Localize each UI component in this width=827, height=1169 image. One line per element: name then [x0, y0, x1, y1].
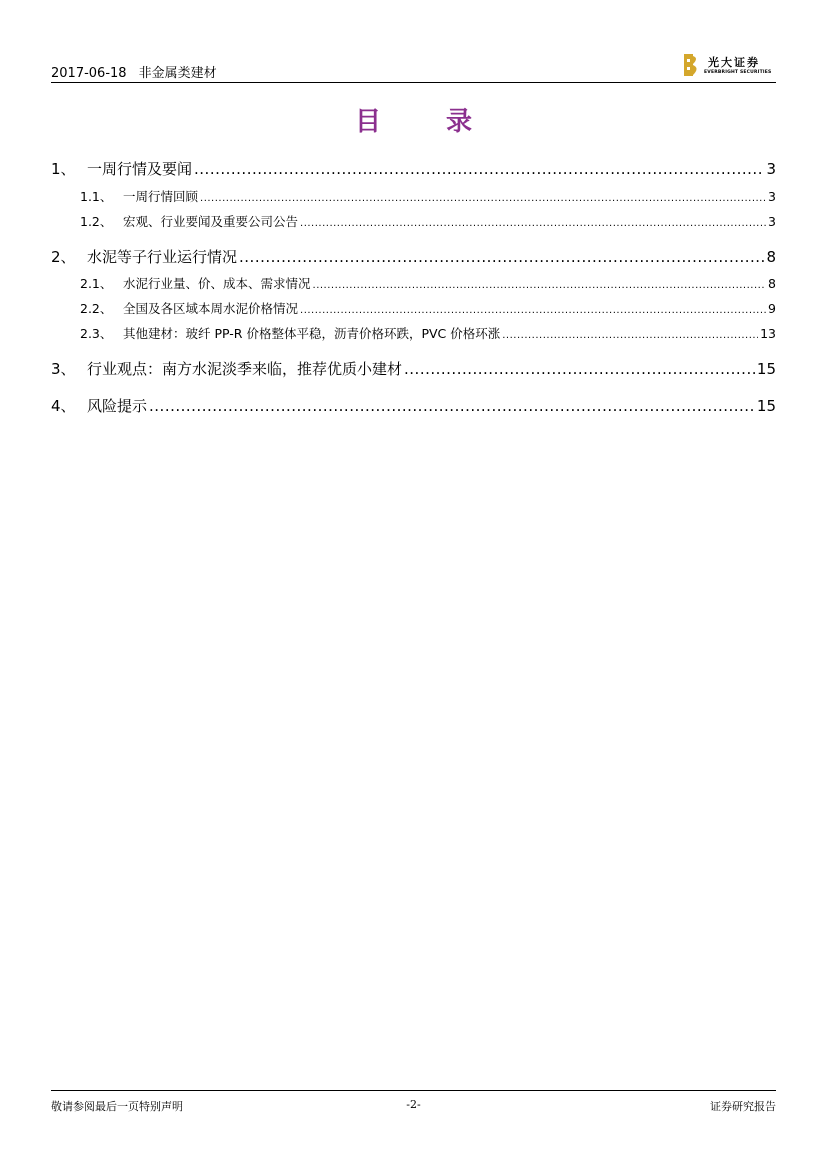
toc-leader-dots	[300, 214, 766, 229]
toc-leader-dots	[404, 360, 755, 378]
toc-entry-number: 1、	[51, 160, 76, 178]
toc-entry-number: 2.3、	[80, 326, 113, 341]
toc-entry-number: 1.2、	[80, 214, 113, 229]
toc-entry-page: 15	[756, 360, 776, 378]
toc-entry-title: 风险提示	[87, 397, 148, 415]
toc-entry-1[interactable]	[51, 158, 776, 179]
report-category: 非金属类建材	[138, 66, 217, 81]
toc-entry-1-2[interactable]	[51, 212, 776, 230]
toc-entry-page: 3	[766, 160, 776, 178]
toc-entry-page: 13	[760, 326, 776, 341]
toc-entry-title: 宏观、行业要闻及重要公司公告	[123, 214, 299, 229]
toc-leader-dots	[239, 248, 764, 266]
toc-entry-4[interactable]	[51, 395, 776, 416]
footer-divider	[51, 1090, 776, 1091]
logo-english-name: EVERBRIGHT SECURITIES	[704, 70, 772, 75]
toc-entry-2-2[interactable]	[51, 299, 776, 317]
toc-entry-page: 15	[756, 397, 776, 415]
toc-leader-dots	[194, 160, 764, 178]
footer-disclaimer: 敬请参阅最后一页特别声明	[51, 1100, 183, 1113]
toc-entry-title: 水泥等子行业运行情况	[87, 248, 238, 266]
toc-entry-2-1[interactable]	[51, 274, 776, 292]
toc-entry-title: 一周行情及要闻	[87, 160, 193, 178]
toc-entry-number: 1.1、	[80, 189, 113, 204]
toc-entry-page: 3	[768, 189, 776, 204]
toc-entry-number: 3、	[51, 360, 76, 378]
footer-page-number: -2-	[406, 1098, 421, 1111]
toc-entry-title: 水泥行业量、价、成本、需求情况	[123, 276, 311, 291]
toc-entry-3[interactable]	[51, 358, 776, 379]
toc-entry-title: 一周行情回顾	[123, 189, 199, 204]
toc-entry-title: 行业观点：南方水泥淡季来临，推荐优质小建材	[87, 360, 403, 378]
report-date: 2017-06-18	[51, 66, 127, 81]
toc-entry-page: 8	[768, 276, 776, 291]
toc-entry-page: 8	[766, 248, 776, 266]
logo-mark-icon	[684, 54, 700, 76]
toc-entry-2-3[interactable]	[51, 324, 776, 342]
toc-entry-page: 9	[768, 301, 776, 316]
logo-chinese-name: 光大证券	[708, 56, 760, 69]
toc-entry-number: 2.2、	[80, 301, 113, 316]
toc-leader-dots	[200, 189, 766, 204]
toc-leader-dots	[149, 397, 755, 415]
toc-entry-number: 2、	[51, 248, 76, 266]
toc-entry-page: 3	[768, 214, 776, 229]
toc-entry-number: 4、	[51, 397, 76, 415]
toc-entry-2[interactable]	[51, 246, 776, 267]
toc-entry-title: 全国及各区域本周水泥价格情况	[123, 301, 299, 316]
toc-entry-title: 其他建材：玻纤 PP-R 价格整体平稳，沥青价格环跌，PVC 价格环涨	[123, 326, 501, 341]
toc-leader-dots	[502, 326, 758, 341]
header-divider	[51, 82, 776, 83]
toc-entry-number: 2.1、	[80, 276, 113, 291]
header-info	[51, 66, 217, 82]
page-header	[51, 52, 776, 82]
toc-leader-dots	[300, 301, 766, 316]
page-footer	[51, 1090, 776, 1120]
toc-entry-1-1[interactable]	[51, 187, 776, 205]
company-logo	[684, 52, 776, 80]
toc-leader-dots	[313, 276, 767, 291]
toc-title: 目 录	[354, 107, 501, 137]
footer-doc-type: 证券研究报告	[710, 1100, 776, 1113]
